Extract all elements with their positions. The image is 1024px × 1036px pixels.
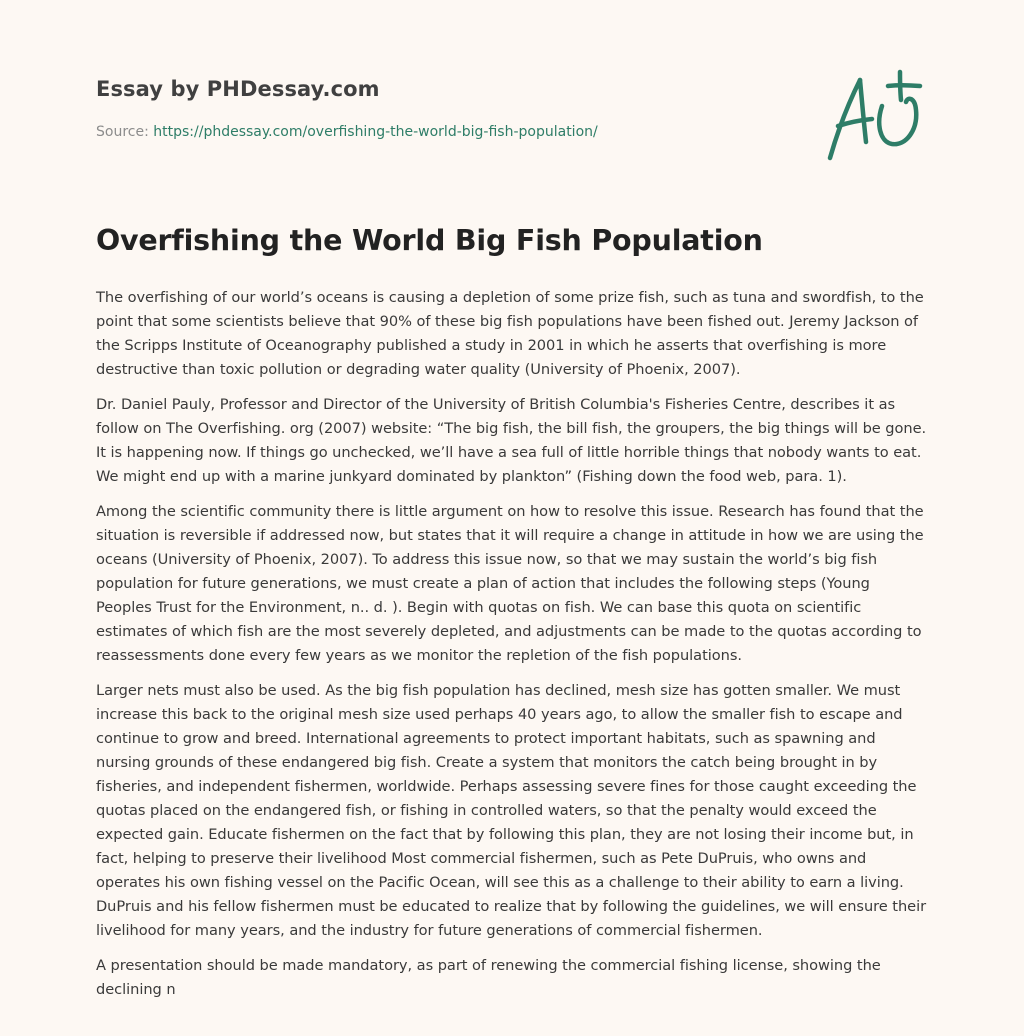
essay-paragraph: Larger nets must also be used. As the big fish population has declined, mesh size has gotten smaller. We must increase this back to the original mesh size used perhaps 40 years ago, to allow the smaller fish to escape and continue to grow and breed. International agreements to protect important habitats, such as spawning and nursing grounds of these endangered big fish. Create a system that monitors the catch being brought in by fisheries, and independent fishermen, worldwide. Perhaps assessing severe fines for those caught exceeding the quotas placed on the endangered fish, or fishing in controlled waters, so that the penalty would exceed the expected gain. Educate fishermen on the fact that by following this plan, they are not losing their income but, in fact, helping to preserve their livelihood Most commercial fishermen, such as Pete DuPruis, who owns and operates his own fishing vessel on the Pacific Ocean, will see this as a challenge to their ability to earn a living. DuPruis and his fellow fishermen must be educated to realize that by following the guidelines, we will ensure their livelihood for many years, and the industry for future generations of commercial fishermen. [96,682,927,939]
essay-paragraph: Dr. Daniel Pauly, Professor and Director of the University of British Columbia's Fisheries Centre, describes it as follow on The Overfishing. org (2007) website: “The big fish, the bill fish, the groupers, the big things will be gone. It is happening now. If things go unchecked, we’ll have a sea full of little horrible things that nobody wants to eat. We might end up with a marine junkyard dominated by plankton” (Fishing down the food web, para. 1). [96,396,927,485]
essay-title: Overfishing the World Big Fish Population [96,224,763,257]
essay-body [96,286,928,1013]
essay-paragraph: Among the scientific community there is little argument on how to resolve this issue. Research has found that the situation is reversible if addressed now, but states that it will require a change in attitude in how we are using the oceans (University of Phoenix, 2007). To address this issue now, so that we may sustain the world’s big fish population for future generations, we must create a plan of action that includes the following steps (Young Peoples Trust for the Environment, n.. d. ). Begin with quotas on fish. We can base this quota on scientific estimates of which fish are the most severely depleted, and adjustments can be made to the quotas according to reassessments done every few years as we monitor the repletion of the fish populations. [96,503,924,664]
site-title: Essay by PHDessay.com [96,77,380,101]
a-plus-logo-icon [820,68,930,164]
essay-paragraph: The overfishing of our world’s oceans is causing a depletion of some prize fish, such as tuna and swordfish, to the point that some scientists believe that 90% of these big fish populations have been fished out. Jeremy Jackson of the Scripps Institute of Oceanography published a study in 2001 in which he asserts that overfishing is more destructive than toxic pollution or degrading water quality (University of Phoenix, 2007). [96,289,924,378]
source-link[interactable]: https://phdessay.com/overfishing-the-world-big-fish-population/ [153,124,598,140]
essay-paragraph: A presentation should be made mandatory, as part of renewing the commercial fishing license, showing the declining n [96,957,881,998]
source-line [96,124,598,140]
source-label: Source: [96,124,154,140]
